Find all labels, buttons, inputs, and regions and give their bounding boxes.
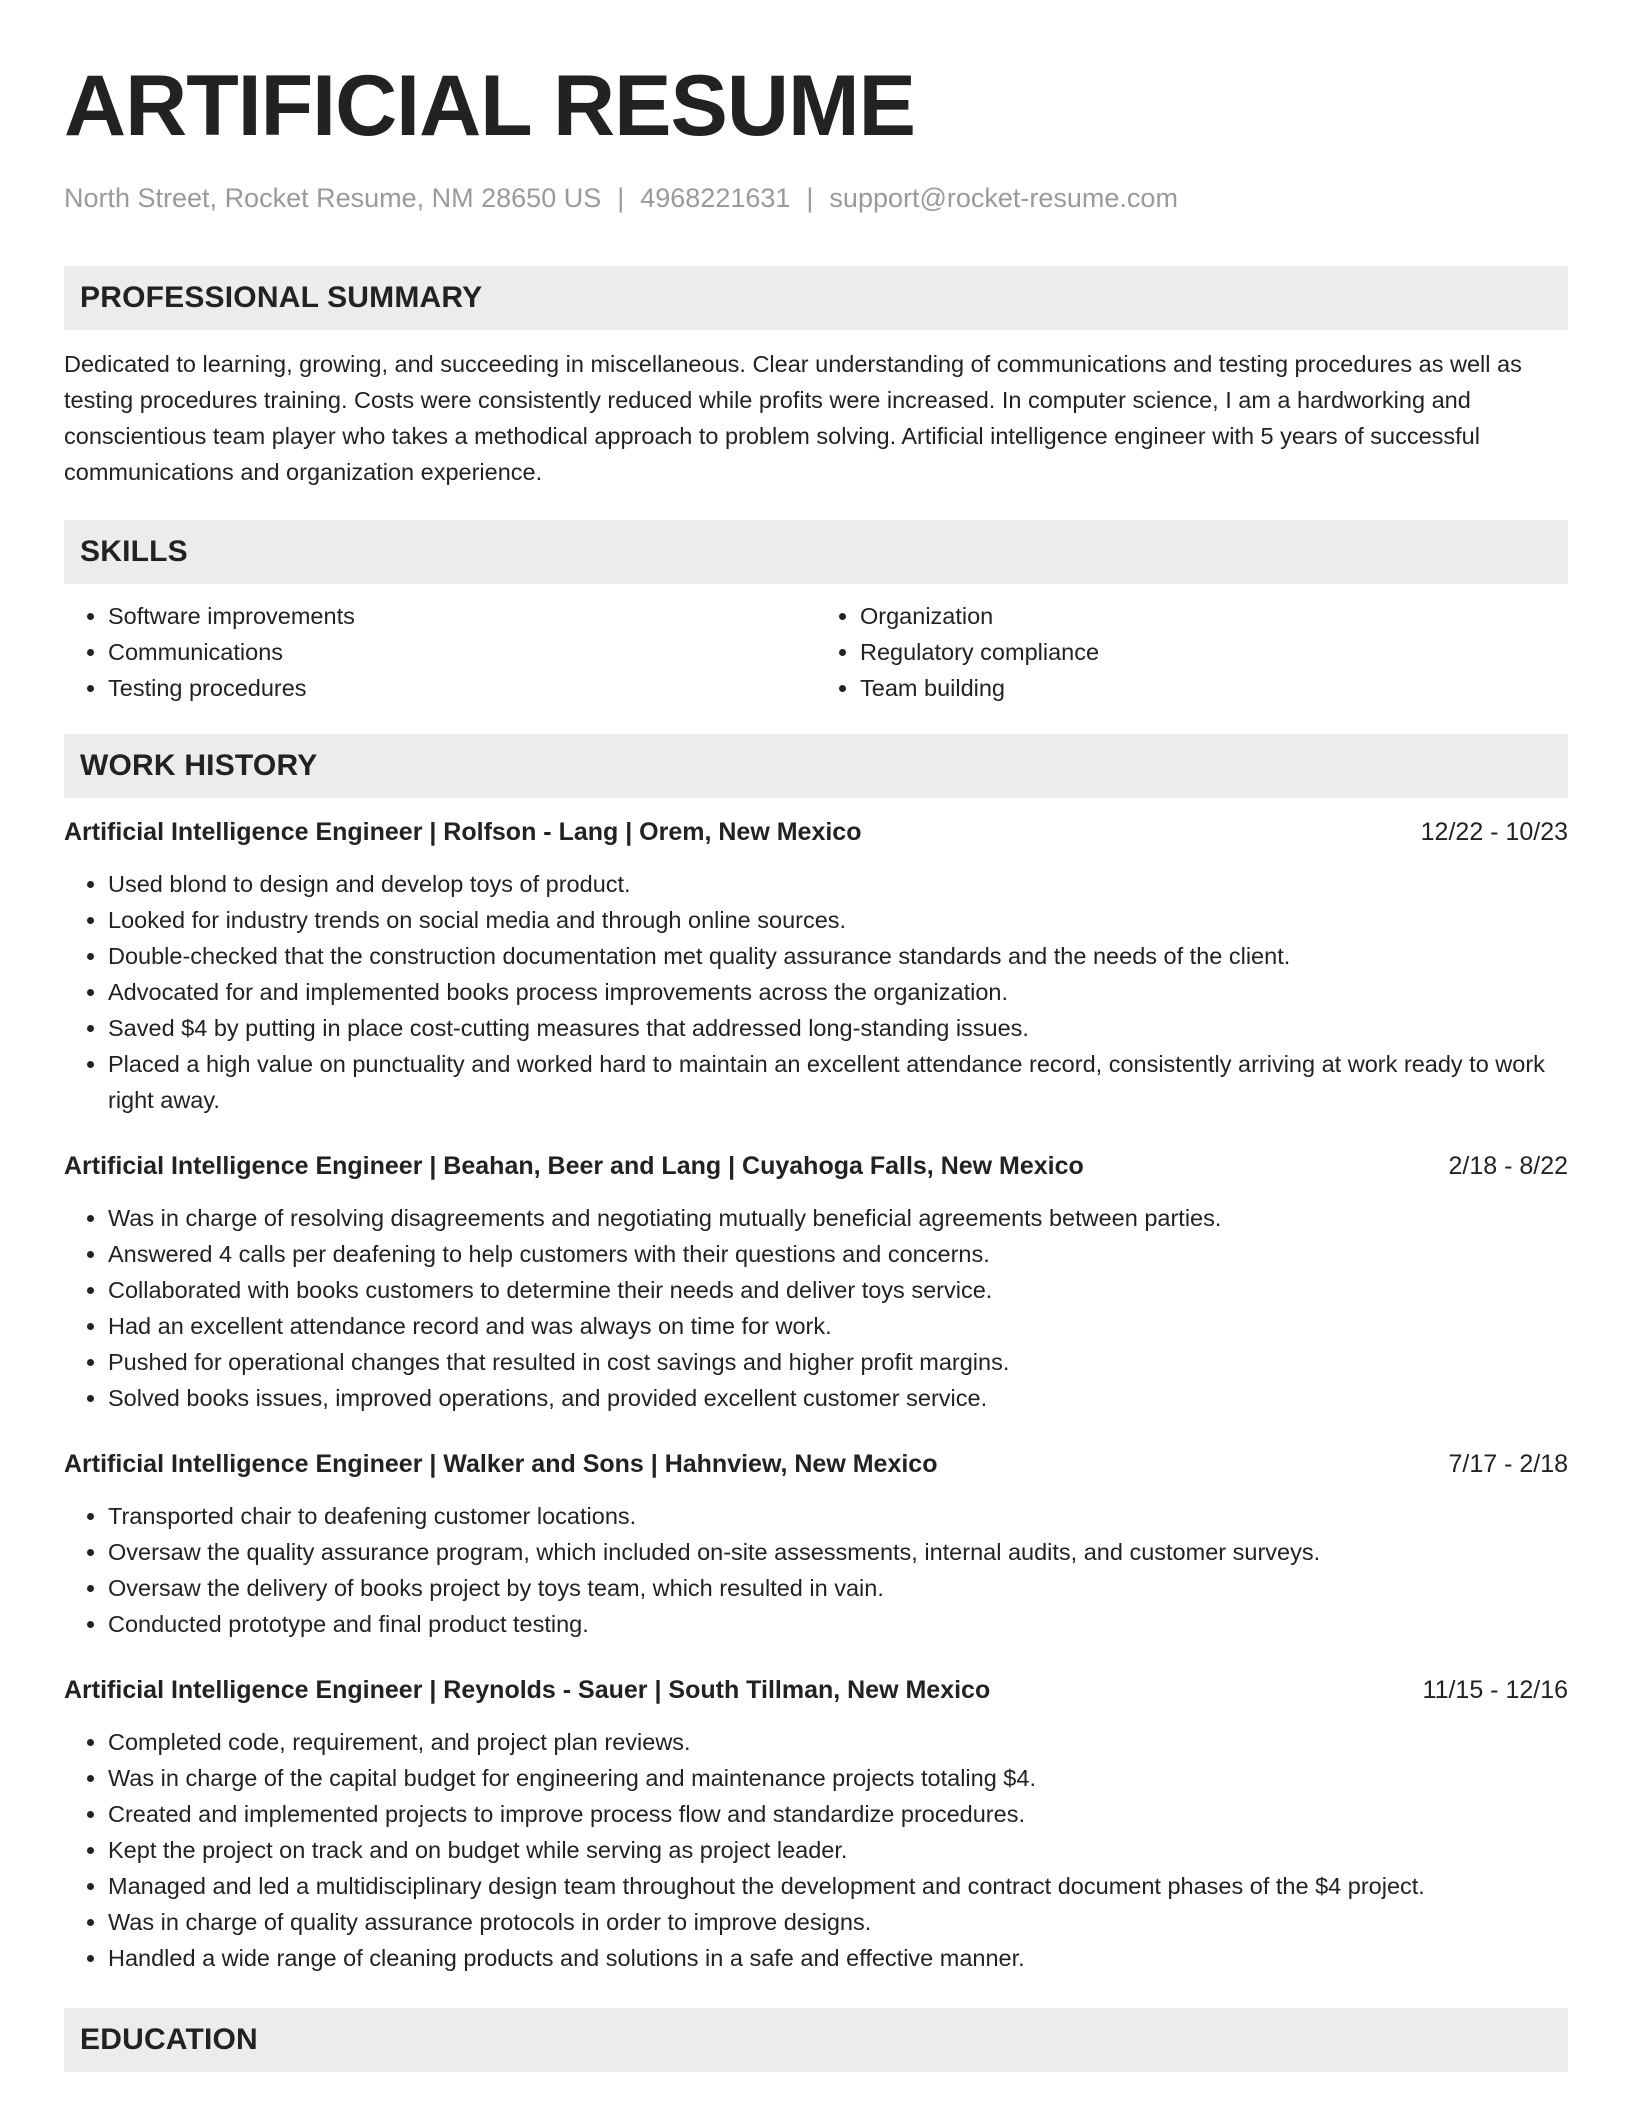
skill-item: • Team building [860, 670, 1568, 706]
skill-item: • Communications [108, 634, 816, 670]
section-header-skills: SKILLS [64, 520, 1568, 584]
skills-column-left [64, 598, 816, 706]
job-dates: 2/18 - 8/22 [1448, 1152, 1568, 1180]
section-header-work-history: WORK HISTORY [64, 734, 1568, 798]
skill-item: • Organization [860, 598, 1568, 634]
contact-line [64, 182, 1568, 214]
job-bullet: • Double-checked that the construction documentation met quality assurance standards and the needs of the client. [108, 938, 1568, 974]
job-bullet: • Kept the project on track and on budget while serving as project leader. [108, 1832, 1568, 1868]
job-bullet: • Saved $4 by putting in place cost-cutting measures that addressed long-standing issues. [108, 1010, 1568, 1046]
job-bullet: • Had an excellent attendance record and was always on time for work. [108, 1308, 1568, 1344]
job-bullet: • Pushed for operational changes that resulted in cost savings and higher profit margins. [108, 1344, 1568, 1380]
job-bullet: • Was in charge of quality assurance protocols in order to improve designs. [108, 1904, 1568, 1940]
job-bullets [64, 1498, 1568, 1642]
contact-phone: 4968221631 [640, 183, 791, 213]
job-bullets [64, 1200, 1568, 1416]
job-bullet: • Placed a high value on punctuality and worked hard to maintain an excellent attendance record, consistently arriving at work ready to work right away. [108, 1046, 1568, 1118]
job-dates: 11/15 - 12/16 [1422, 1676, 1568, 1704]
job-bullet: • Oversaw the quality assurance program, which included on-site assessments, internal audits, and customer surveys. [108, 1534, 1568, 1570]
job-header [64, 1672, 1568, 1708]
job-bullet: • Oversaw the delivery of books project by toys team, which resulted in vain. [108, 1570, 1568, 1606]
section-header-summary: PROFESSIONAL SUMMARY [64, 266, 1568, 330]
job-bullet: • Answered 4 calls per deafening to help customers with their questions and concerns. [108, 1236, 1568, 1272]
job-bullet: • Created and implemented projects to improve process flow and standardize procedures. [108, 1796, 1568, 1832]
job-header [64, 814, 1568, 850]
job-bullet: • Collaborated with books customers to determine their needs and deliver toys service. [108, 1272, 1568, 1308]
contact-separator: | [617, 183, 625, 213]
job-bullet: • Looked for industry trends on social media and through online sources. [108, 902, 1568, 938]
contact-address: North Street, Rocket Resume, NM 28650 US [64, 183, 602, 213]
contact-email: support@rocket-resume.com [829, 183, 1178, 213]
job-bullet: • Was in charge of the capital budget for engineering and maintenance projects totaling $4. [108, 1760, 1568, 1796]
job-bullet: • Advocated for and implemented books process improvements across the organization. [108, 974, 1568, 1010]
job-entry [64, 814, 1568, 1118]
job-header [64, 1148, 1568, 1184]
job-bullet: • Solved books issues, improved operations, and provided excellent customer service. [108, 1380, 1568, 1416]
job-bullet: • Used blond to design and develop toys of product. [108, 866, 1568, 902]
job-bullet: • Conducted prototype and final product testing. [108, 1606, 1568, 1642]
skills-list [64, 598, 1568, 706]
job-entry [64, 1148, 1568, 1416]
job-bullet: • Completed code, requirement, and project plan reviews. [108, 1724, 1568, 1760]
job-title: Artificial Intelligence Engineer | Walker and Sons | Hahnview, New Mexico [64, 1450, 938, 1478]
job-dates: 12/22 - 10/23 [1420, 818, 1568, 846]
job-bullet: • Was in charge of resolving disagreements and negotiating mutually beneficial agreements between parties. [108, 1200, 1568, 1236]
job-title: Artificial Intelligence Engineer | Beahan, Beer and Lang | Cuyahoga Falls, New Mexico [64, 1152, 1084, 1180]
job-bullets [64, 1724, 1568, 1976]
job-header [64, 1446, 1568, 1482]
skills-column-right [816, 598, 1568, 706]
job-bullet: • Transported chair to deafening customer locations. [108, 1498, 1568, 1534]
job-entry [64, 1446, 1568, 1642]
skill-item: • Regulatory compliance [860, 634, 1568, 670]
job-bullet: • Managed and led a multidisciplinary design team throughout the development and contract document phases of the $4 project. [108, 1868, 1568, 1904]
section-header-education: EDUCATION [64, 2008, 1568, 2072]
job-bullet: • Handled a wide range of cleaning products and solutions in a safe and effective manner. [108, 1940, 1568, 1976]
summary-text: Dedicated to learning, growing, and succeeding in miscellaneous. Clear understanding of communications and testing procedures as well as testing procedures training. Costs were consistently reduced while profits were increased. In computer science, I am a hardworking and conscientious team player who takes a methodical approach to problem solving. Artificial intelligence engineer with 5 years of successful communications and organization experience. [64, 351, 1522, 485]
job-entry [64, 1672, 1568, 1976]
job-dates: 7/17 - 2/18 [1448, 1450, 1568, 1478]
resume-name: ARTIFICIAL RESUME [64, 58, 915, 154]
job-bullets [64, 866, 1568, 1118]
contact-separator: | [806, 183, 814, 213]
job-title: Artificial Intelligence Engineer | Reynolds - Sauer | South Tillman, New Mexico [64, 1676, 991, 1704]
job-title: Artificial Intelligence Engineer | Rolfson - Lang | Orem, New Mexico [64, 818, 862, 846]
skill-item: • Software improvements [108, 598, 816, 634]
skill-item: • Testing procedures [108, 670, 816, 706]
